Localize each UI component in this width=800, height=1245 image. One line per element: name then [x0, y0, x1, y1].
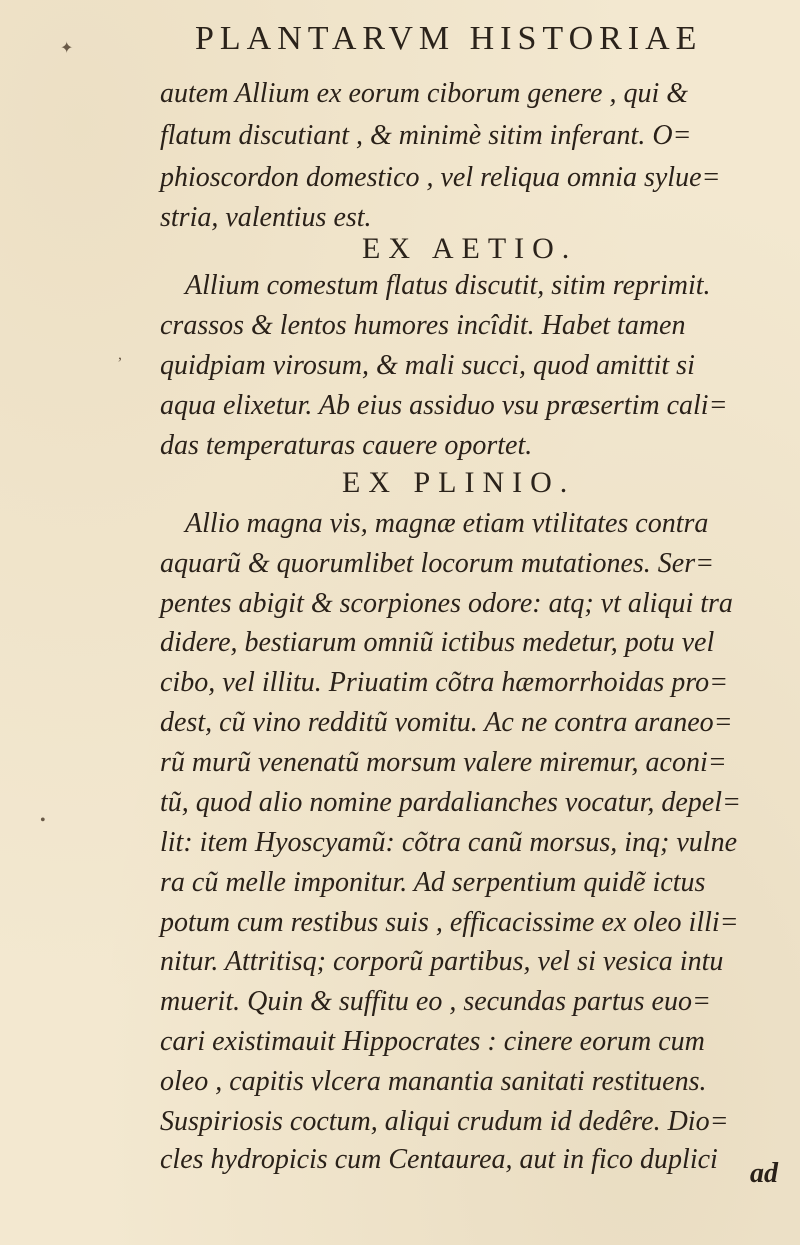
text-line: stria, valentius est. [160, 202, 372, 233]
text-line: cles hydropicis cum Centaurea, aut in fico duplici [160, 1144, 718, 1175]
text-line: aqua elixetur. Ab eius assiduo vsu præsertim cali= [160, 390, 728, 421]
catchword: ad [750, 1158, 778, 1189]
text-line: cari existimauit Hippocrates : cinere eorum cum [160, 1026, 705, 1057]
margin-mark-top: ✦ [60, 40, 74, 57]
text-line: dest, cũ vino redditũ vomitu. Ac ne contra araneo= [160, 707, 733, 738]
text-line: nitur. Attritisq; corporũ partibus, vel si vesica intu [160, 946, 724, 977]
text-line: rũ murũ venenatũ morsum valere miremur, aconi= [160, 747, 727, 778]
text-line: Allium comestum flatus discutit, sitim reprimit. [185, 270, 711, 301]
text-line: phioscordon domestico , vel reliqua omnia sylue= [160, 162, 721, 193]
margin-mark-lower: • [40, 812, 46, 829]
text-line: Allio magna vis, magnæ etiam vtilitates contra [185, 508, 709, 539]
text-line: flatum discutiant , & minimè sitim inferant. O= [160, 120, 692, 151]
text-line: pentes abigit & scorpiones odore: atq; vt aliqui tra [160, 588, 733, 619]
text-line: oleo , capitis vlcera manantia sanitati restituens. [160, 1066, 707, 1097]
text-line: das temperaturas cauere oportet. [160, 430, 533, 461]
text-line: cibo, vel illitu. Priuatim cõtra hæmorrhoidas pro= [160, 667, 729, 698]
text-line: muerit. Quin & suffitu eo , secundas partus euo= [160, 986, 711, 1017]
text-line: Suspiriosis coctum, aliqui crudum id dedêre. Dio= [160, 1106, 729, 1137]
text-line: autem Allium ex eorum ciborum genere , qui & [160, 78, 689, 109]
text-line: tũ, quod alio nomine pardalianches vocatur, depel= [160, 787, 741, 818]
text-line: ra cũ melle imponitur. Ad serpentium quidẽ ictus [160, 867, 706, 898]
text-line: aquarũ & quorumlibet locorum mutationes. Ser= [160, 548, 714, 579]
text-line: didere, bestiarum omniũ ictibus medetur, potu vel [160, 627, 715, 658]
text-line: potum cum restibus suis , efficacissime ex oleo illi= [160, 907, 739, 938]
heading-ex-aetio: EX AETIO. [362, 232, 578, 265]
heading-ex-plinio: EX PLINIO. [342, 466, 576, 499]
text-line: crassos & lentos humores incîdit. Habet tamen [160, 310, 686, 341]
text-line: quidpiam virosum, & mali succi, quod amittit si [160, 350, 695, 381]
margin-mark-middle: , [118, 346, 122, 363]
running-head: PLANTARVM HISTORIAE [195, 20, 703, 57]
text-line: lit: item Hyoscyamũ: cõtra canũ morsus, inq; vulne [160, 827, 737, 858]
